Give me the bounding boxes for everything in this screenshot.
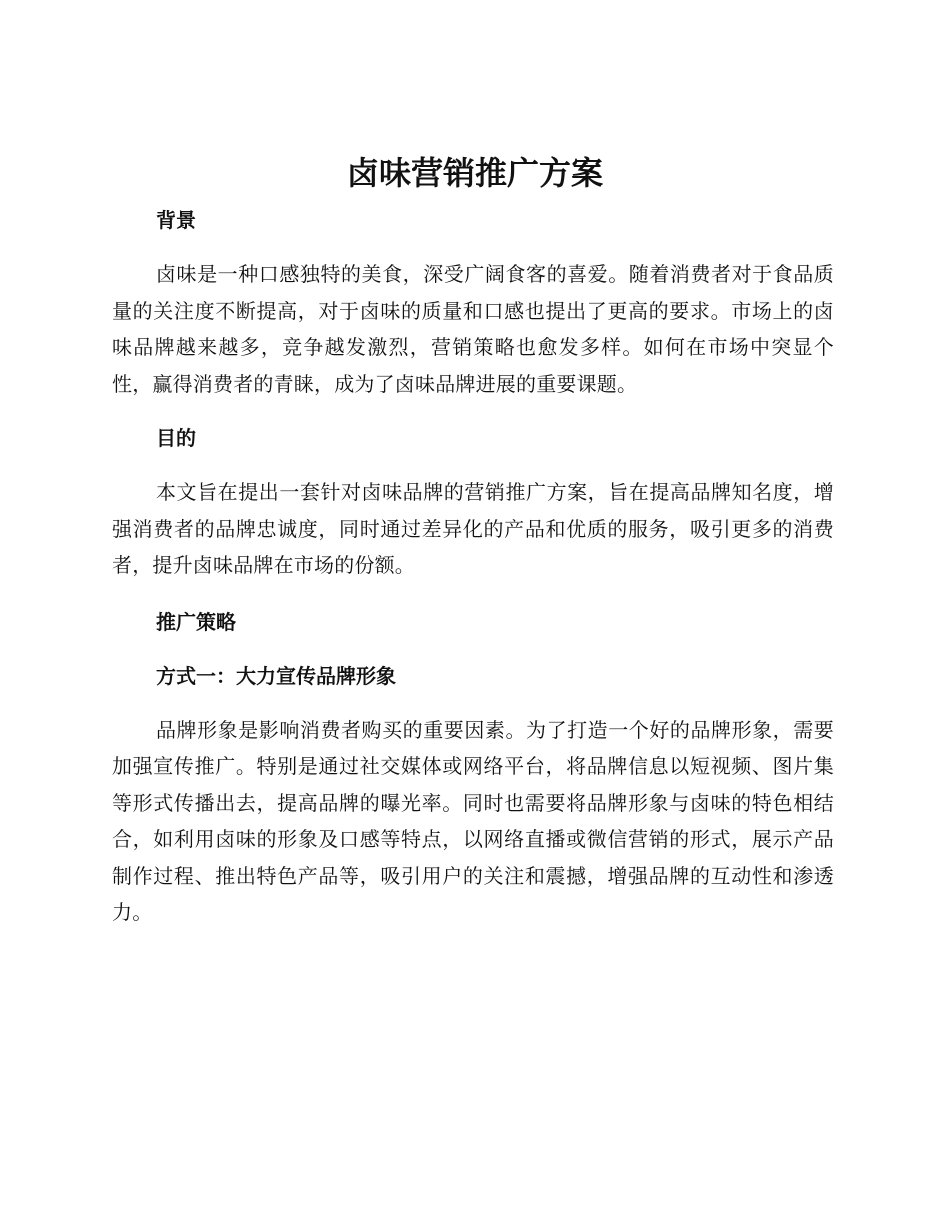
section-paragraph-purpose: 本文旨在提出一套针对卤味品牌的营销推广方案，旨在提高品牌知名度，增强消费者的品牌忠诚度，同时通过差异化的产品和优质的服务，吸引更多的消费者，提升卤味品牌在市场的份额。 xyxy=(112,480,834,577)
section-paragraph-background: 卤味是一种口感独特的美食，深受广阔食客的喜爱。随着消费者对于食品质量的关注度不断提高，对于卤味的质量和口感也提出了更高的要求。市场上的卤味品牌越来越多，竞争越发激烈，营销策略也愈发多样。如何在市场中突显个性，赢得消费者的青睐，成为了卤味品牌进展的重要课题。 xyxy=(112,262,834,396)
subsection-paragraph-method-1: 品牌形象是影响消费者购买的重要因素。为了打造一个好的品牌形象，需要加强宣传推广。特别是通过社交媒体或网络平台，将品牌信息以短视频、图片集等形式传播出去，提高品牌的曝光率。同时也需要将品牌形象与卤味的特色相结合，如利用卤味的形象及口感等特点，以网络直播或微信营销的形式，展示产品制作过程、推出特色产品等，吸引用户的关注和震撼，增强品牌的互动性和渗透力。 xyxy=(112,717,834,924)
section-heading-background: 背景 xyxy=(156,208,196,232)
section-heading-strategy: 推广策略 xyxy=(156,609,236,634)
subsection-heading-method-1: 方式一：大力宣传品牌形象 xyxy=(156,663,396,688)
document-body xyxy=(112,202,834,931)
document-title: 卤味营销推广方案 xyxy=(346,154,603,192)
section-heading-purpose: 目的 xyxy=(156,426,196,450)
